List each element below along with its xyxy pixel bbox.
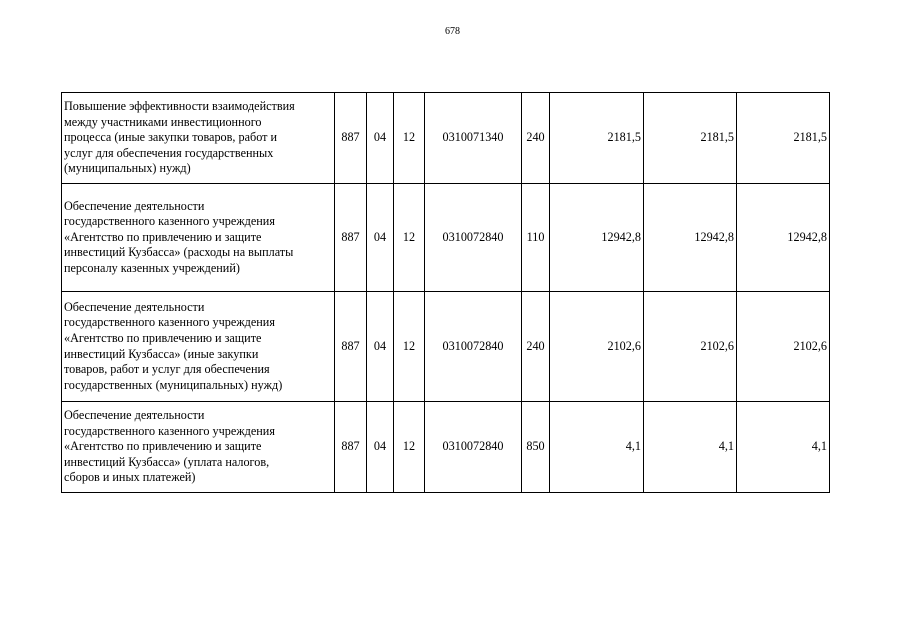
- ministry-code-cell: 887: [335, 402, 367, 493]
- subsection-code-cell: 12: [394, 402, 425, 493]
- expense-name-cell: Обеспечение деятельности государственного казенного учреждения «Агентство по привлечению и защите инвестиций Кузбасса» (уплата налогов, сборов и иных платежей): [62, 402, 335, 493]
- sum-year-3-cell: 12942,8: [737, 184, 830, 292]
- section-code-cell: 04: [367, 93, 394, 184]
- sum-year-2-cell: 2102,6: [644, 292, 737, 402]
- expense-type-cell: 240: [522, 292, 550, 402]
- subsection-code-cell: 12: [394, 292, 425, 402]
- ministry-code-cell: 887: [335, 292, 367, 402]
- expense-name-cell: Обеспечение деятельности государственного казенного учреждения «Агентство по привлечению и защите инвестиций Кузбасса» (иные закупки товаров, работ и услуг для обеспечения государственных (муниципальных) нужд): [62, 292, 335, 402]
- sum-year-3-cell: 2102,6: [737, 292, 830, 402]
- sum-year-2-cell: 4,1: [644, 402, 737, 493]
- target-article-cell: 0310071340: [425, 93, 522, 184]
- section-code-cell: 04: [367, 184, 394, 292]
- expense-type-cell: 110: [522, 184, 550, 292]
- page-number: 678: [445, 26, 460, 37]
- budget-table: [61, 92, 830, 493]
- sum-year-2-cell: 2181,5: [644, 93, 737, 184]
- sum-year-1-cell: 4,1: [550, 402, 644, 493]
- table-row: [62, 93, 830, 184]
- table-row: [62, 184, 830, 292]
- table-row: [62, 402, 830, 493]
- subsection-code-cell: 12: [394, 93, 425, 184]
- sum-year-3-cell: 4,1: [737, 402, 830, 493]
- target-article-cell: 0310072840: [425, 184, 522, 292]
- expense-type-cell: 240: [522, 93, 550, 184]
- sum-year-1-cell: 12942,8: [550, 184, 644, 292]
- sum-year-1-cell: 2102,6: [550, 292, 644, 402]
- subsection-code-cell: 12: [394, 184, 425, 292]
- expense-type-cell: 850: [522, 402, 550, 493]
- ministry-code-cell: 887: [335, 93, 367, 184]
- ministry-code-cell: 887: [335, 184, 367, 292]
- section-code-cell: 04: [367, 402, 394, 493]
- target-article-cell: 0310072840: [425, 402, 522, 493]
- expense-name-cell: Повышение эффективности взаимодействия между участниками инвестиционного процесса (иные закупки товаров, работ и услуг для обеспечения государственных (муниципальных) нужд): [62, 93, 335, 184]
- table-row: [62, 292, 830, 402]
- expense-name-cell: Обеспечение деятельности государственного казенного учреждения «Агентство по привлечению и защите инвестиций Кузбасса» (расходы на выплаты персоналу казенных учреждений): [62, 184, 335, 292]
- sum-year-3-cell: 2181,5: [737, 93, 830, 184]
- sum-year-2-cell: 12942,8: [644, 184, 737, 292]
- section-code-cell: 04: [367, 292, 394, 402]
- target-article-cell: 0310072840: [425, 292, 522, 402]
- sum-year-1-cell: 2181,5: [550, 93, 644, 184]
